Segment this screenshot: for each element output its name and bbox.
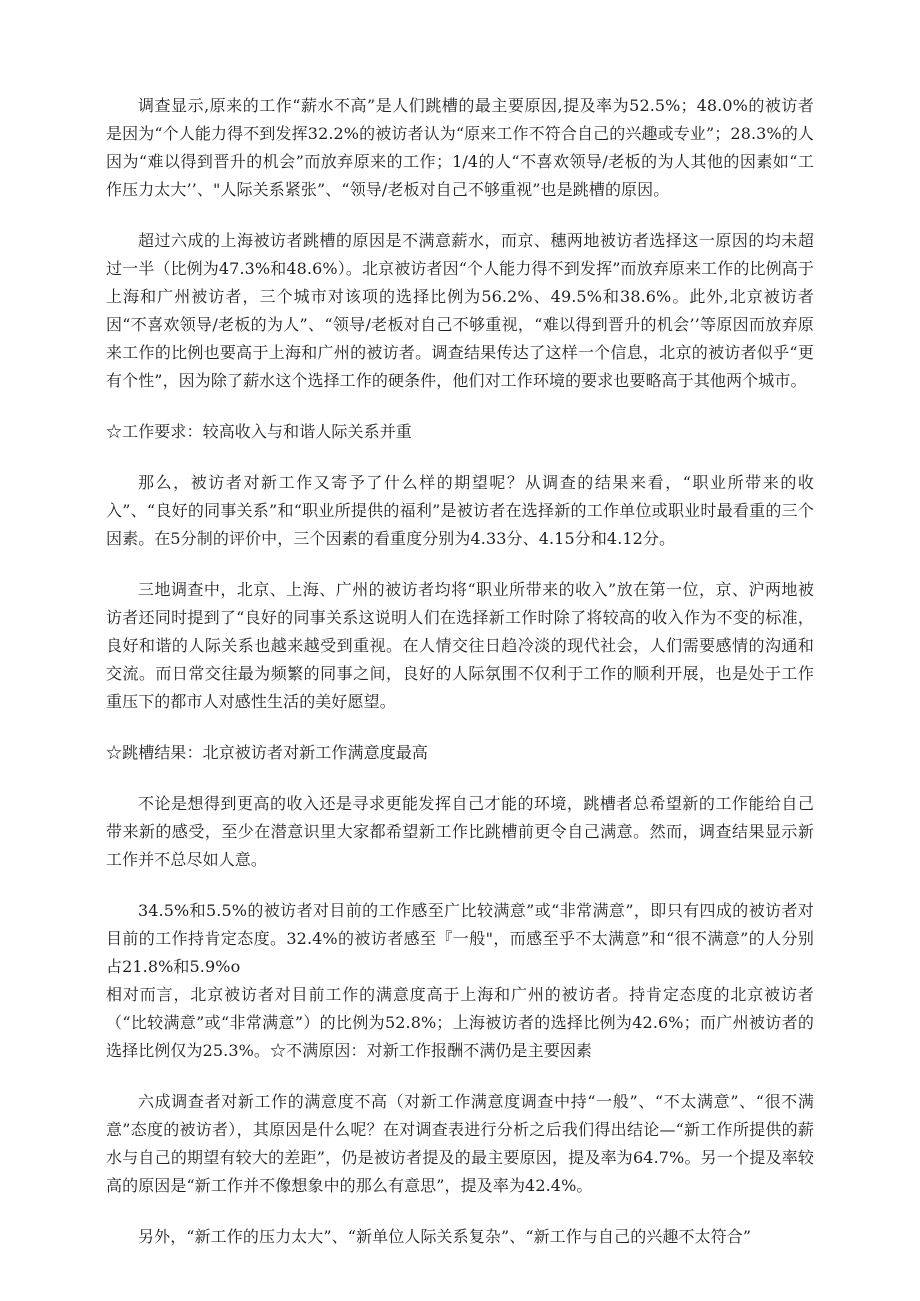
section-heading-job-hopping-results: ☆跳槽结果：北京被访者对新工作满意度最高 [106,743,429,762]
paragraph-job-hopping-reasons: 调查显示,原来的工作“薪水不高”是人们跳槽的最主要原因,提及率为52.5%；48.0%的被访者是因为“个人能力得不到发挥32.2%的被访者认为“原来工作不符合自己的兴趣或专业”；28.3%的人因为“难以得到晋升的机会”而放弃原来的工作；1/4的人“不喜欢领导/老板的为人其他的因素如“工作压力太大’’、"人际关系紧张”、“领导/老板对自己不够重视”也是跳槽的原因。 [106,96,814,199]
paragraph-three-cities: 三地调查中，北京、上海、广州的被访者均将“职业所带来的收入”放在第一位，京、沪两地被访者还同时提到了“良好的同事关系这说明人们在选择新工作时除了将较高的收入作为不变的标准，良好和谐的人际关系也越来越受到重视。在人情交往日趋冷淡的现代社会，人们需要感情的沟通和交流。而日常交往最为频繁的同事之间，良好的人际氛围不仅利于工作的顺利开展，也是处于工作重压下的都市人对感性生活的美好愿望。 [106,580,814,711]
paragraph-additional-reasons: 另外，“新工作的压力太大”、“新单位人际关系复杂”、“新工作与自己的兴趣不太符合” [138,1227,752,1246]
section-heading-job-requirements: ☆工作要求：较高收入与和谐人际关系并重 [106,422,412,441]
paragraph-dissatisfaction-reasons: 六成调查者对新工作的满意度不高（对新工作满意度调查中持“一般”、“不太满意”、“很不满意”态度的被访者），其原因是什么呢？在对调查表进行分析之后我们得出结论—“新工作所提供的薪水与自己的期望有较大的差距”，仍是被访者提及的最主要原因，提及率为64.7%。另一个提及率较高的原因是“新工作并不像想象中的那么有意思”，提及率为42.4%。 [106,1092,814,1195]
paragraph-satisfaction-stats: 34.5%和5.5%的被访者对目前的工作感至广比较满意”或“非常满意”，即只有四成的被访者对目前的工作持肯定态度。32.4%的被访者感至『一般"，而感至乎不太满意”和“很不满意”的人分别占21.8%和5.9%o [106,901,814,976]
paragraph-beijing-satisfaction: 相对而言，北京被访者对目前工作的满意度高于上海和广州的被访者。持肯定态度的北京被访者（“比较满意”或“非常满意”）的比例为52.8%；上海被访者的选择比例为42.6%；而广州被访者的选择比例仅为25.3%。☆不满原因：对新工作报酬不满仍是主要因素 [106,985,814,1060]
paragraph-city-comparison: 超过六成的上海被访者跳槽的原因是不满意薪水，而京、穗两地被访者选择这一原因的均未超过一半（比例为47.3%和48.6%）。北京被访者因“个人能力得不到发挥”而放弃原来工作的比例高于上海和广州被访者，三个城市对该项的选择比例为56.2%、49.5%和38.6%。此外,北京被访者因“不喜欢领导/老板的为人”、“领导/老板对自己不够重视，“难以得到晋升的机会’’等原因而放弃原来工作的比例也要高于上海和广州的被访者。调查结果传达了这样一个信息，北京的被访者似乎“更有个性”，因为除了薪水这个选择工作的硬条件，他们对工作环境的要求也要略高于其他两个城市。 [106,231,814,390]
paragraph-expectations: 那么，被访者对新工作又寄予了什么样的期望呢？从调查的结果来看，“职业所带来的收入”、“良好的同事关系”和“职业所提供的福利”是被访者在选择新的工作单位或职业时最看重的三个因素。在5分制的评价中，三个因素的看重度分别为4.33分、4.15分和4.12分。 [106,473,814,548]
paragraph-new-job-feelings: 不论是想得到更高的收入还是寻求更能发挥自己才能的环境，跳槽者总希望新的工作能给自己带来新的感受，至少在潜意识里大家都希望新工作比跳槽前更令自己满意。然而，调查结果显示新工作并不总尽如人意。 [106,794,814,869]
